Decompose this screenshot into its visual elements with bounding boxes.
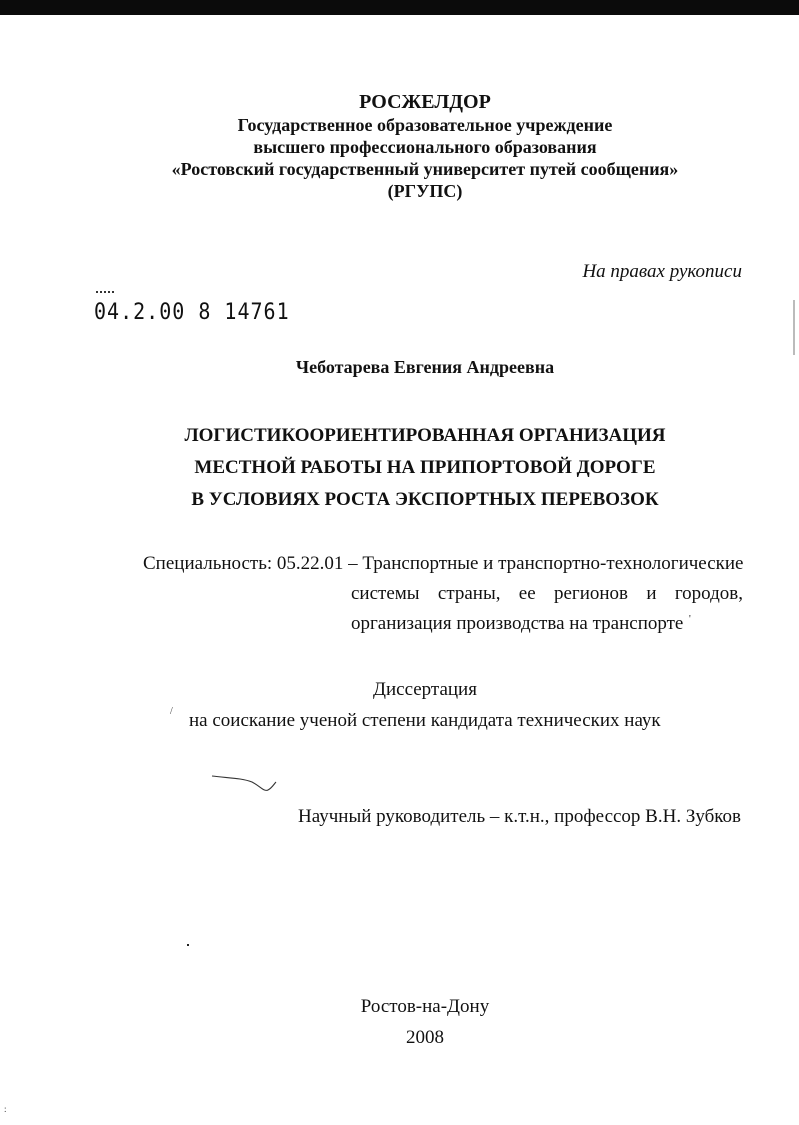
- degree-statement: на соискание ученой степени кандидата технических наук: [189, 710, 661, 731]
- dissertation-label: Диссертация: [373, 679, 477, 700]
- specialty-block: [143, 549, 743, 639]
- organization-name: РОСЖЕЛДОР: [359, 91, 491, 113]
- scan-corner-mark: :: [4, 1104, 7, 1114]
- manuscript-note: На правах рукописи: [582, 261, 742, 282]
- university-abbreviation: (РГУПС): [387, 181, 463, 201]
- scan-border-top: [0, 0, 799, 15]
- library-stamp-number: 04.2.00 8 14761: [94, 298, 290, 325]
- institution-type: Государственное образовательное учреждение: [237, 115, 613, 135]
- education-level: высшего профессионального образования: [253, 137, 597, 157]
- title-line-1: ЛОГИСТИКООРИЕНТИРОВАННАЯ ОРГАНИЗАЦИЯ: [184, 425, 666, 446]
- specialty-line-3: организация производства на транспорте: [351, 613, 684, 634]
- dissertation-title: [0, 420, 799, 516]
- year: 2008: [406, 1027, 444, 1048]
- university-name: «Ростовский государственный университет путей сообщения»: [171, 159, 679, 179]
- stamp-dots: [96, 291, 114, 296]
- handwritten-signature: [210, 770, 280, 805]
- city: Ростов-на-Дону: [360, 996, 490, 1017]
- scan-edge-mark: [793, 300, 795, 355]
- title-line-3: В УСЛОВИЯХ РОСТА ЭКСПОРТНЫХ ПЕРЕВОЗОК: [191, 489, 659, 510]
- title-line-2: МЕСТНОЙ РАБОТЫ НА ПРИПОРТОВОЙ ДОРОГЕ: [194, 457, 656, 478]
- organization-header: [0, 90, 799, 202]
- specialty-line-2: системы страны, ее регионов и городов,: [351, 583, 743, 604]
- specialty-line-1: Специальность: 05.22.01 – Транспортные и транспортно-технологические: [143, 553, 744, 574]
- scan-tick-mark: ': [689, 614, 691, 625]
- author-name: Чеботарева Евгения Андреевна: [295, 357, 555, 377]
- scan-dot: [187, 944, 189, 946]
- scientific-supervisor: Научный руководитель – к.т.н., профессор В.Н. Зубков: [298, 806, 741, 827]
- scan-side-mark: /: [170, 706, 173, 717]
